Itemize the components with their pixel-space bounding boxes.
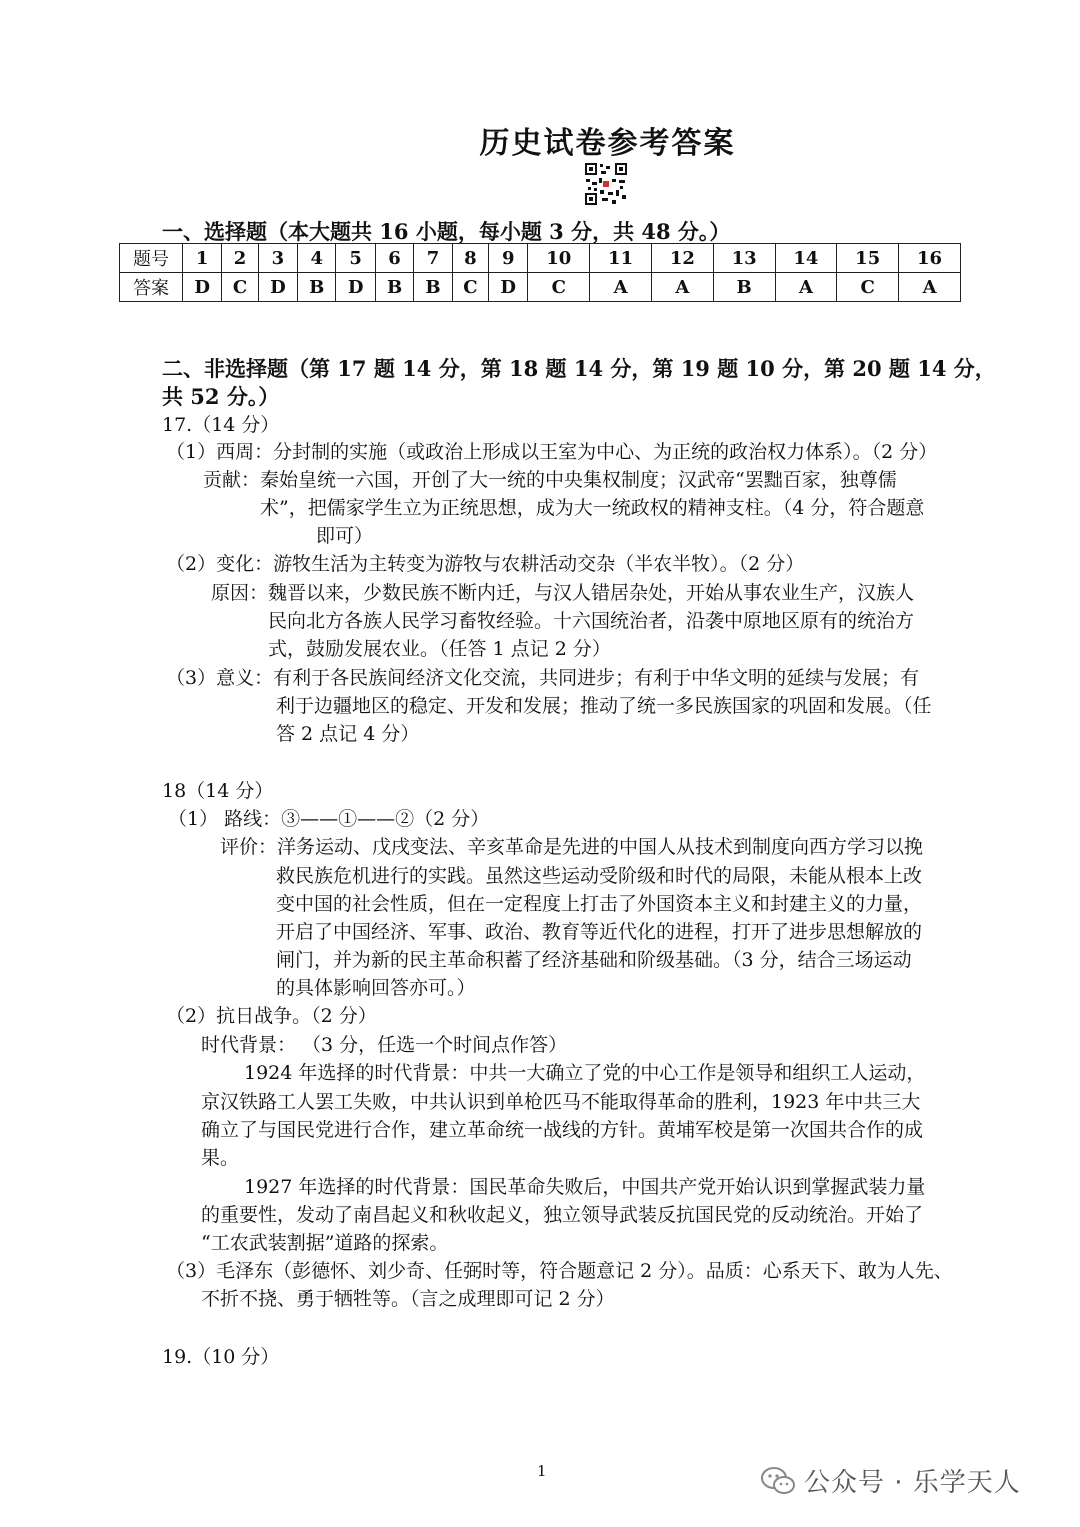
qr-code-icon <box>584 162 628 206</box>
text-line: 评价：洋务运动、戊戌变法、辛亥革命是先进的中国人从技术到制度向西方学习以挽 <box>220 836 924 858</box>
text-line: （2）变化：游牧生活为主转变为游牧与农耕活动交杂（半农半牧）。（2 分） <box>166 553 805 575</box>
text-line: 的具体影响回答亦可。） <box>276 977 476 999</box>
answer-cell: A <box>775 273 837 302</box>
text-line: 原因：魏晋以来，少数民族不断内迁，与汉人错居杂处，开始从事农业生产，汉族人 <box>211 582 915 604</box>
text-line: 1927 年选择的时代背景：国民革命失败后，中国共产党开始认识到掌握武装力量 <box>244 1176 926 1198</box>
answer-cell: D <box>258 273 297 302</box>
section2-heading-line2: 共 52 分。） <box>162 384 280 409</box>
text-line: （1） 路线：③——①——②（2 分） <box>168 808 490 830</box>
answer-cell: D <box>336 273 375 302</box>
page-number: 1 <box>537 1462 547 1480</box>
text-line: （3）意义：有利于各民族间经济文化交流，共同进步；有利于中华文明的延续与发展；有 <box>166 667 920 689</box>
text-line: 答 2 点记 4 分） <box>276 723 420 745</box>
section2-heading-line1: 二、非选择题（第 17 题 14 分，第 18 题 14 分，第 19 题 10 分，第 20 题 14 分， <box>162 356 996 381</box>
question-number-cell: 11 <box>590 244 652 273</box>
answer-table <box>119 243 961 302</box>
question-number-cell: 4 <box>298 244 336 273</box>
text-line: 闸门，并为新的民主革命积蓄了经济基础和阶级基础。（3 分，结合三场运动 <box>276 949 912 971</box>
answer-cell: A <box>590 273 652 302</box>
answer-cell: C <box>528 273 590 302</box>
question-18-header: 18（14 分） <box>162 780 274 802</box>
question-19-header: 19.（10 分） <box>162 1346 280 1368</box>
wechat-icon <box>760 1466 796 1496</box>
text-line: 变中国的社会性质，但在一定程度上打击了外国资本主义和封建主义的力量， <box>276 893 923 915</box>
answer-cell: B <box>414 273 452 302</box>
question-number-cell: 12 <box>651 244 713 273</box>
text-line: 救民族危机进行的实践。虽然这些运动受阶级和时代的局限，未能从根本上改 <box>276 865 923 887</box>
text-line: 时代背景： （3 分，任选一个时间点作答） <box>201 1034 568 1056</box>
question-number-cell: 10 <box>528 244 590 273</box>
text-line: （3）毛泽东（彭德怀、刘少奇、任弼时等，符合题意记 2 分）。品质：心系天下、敢为人先、 <box>166 1260 953 1282</box>
question-number-cell: 1 <box>183 244 222 273</box>
row-label-question: 题号 <box>120 244 183 273</box>
text-line: 果。 <box>201 1147 240 1169</box>
question-number-cell: 7 <box>414 244 452 273</box>
table-row-answers <box>120 273 961 302</box>
answer-cell: D <box>489 273 528 302</box>
question-number-cell: 9 <box>489 244 528 273</box>
text-line: （1）西周：分封制的实施（或政治上形成以王室为中心、为正统的政治权力体系）。（2 分） <box>166 441 938 463</box>
question-number-cell: 13 <box>713 244 775 273</box>
text-line: 1924 年选择的时代背景：中共一大确立了党的中心工作是领导和组织工人运动， <box>244 1062 926 1084</box>
answer-cell: B <box>298 273 336 302</box>
row-label-answer: 答案 <box>120 273 183 302</box>
answer-cell: C <box>222 273 258 302</box>
question-number-cell: 6 <box>375 244 413 273</box>
question-number-cell: 5 <box>336 244 375 273</box>
text-line: （2）抗日战争。（2 分） <box>166 1005 377 1027</box>
question-number-cell: 8 <box>452 244 488 273</box>
answer-cell: B <box>375 273 413 302</box>
text-line: 开启了中国经济、军事、政治、教育等近代化的进程，打开了进步思想解放的 <box>276 921 923 943</box>
question-number-cell: 2 <box>222 244 258 273</box>
question-number-cell: 14 <box>775 244 837 273</box>
text-line: 确立了与国民党进行合作，建立革命统一战线的方针。黄埔军校是第一次国共合作的成 <box>201 1119 924 1141</box>
question-17-header: 17.（14 分） <box>162 414 280 436</box>
text-line: 京汉铁路工人罢工失败，中共认识到单枪匹马不能取得革命的胜利，1923 年中共三大 <box>201 1091 921 1113</box>
text-line: 民向北方各族人民学习畜牧经验。十六国统治者，沿袭中原地区原有的统治方 <box>268 610 915 632</box>
answer-cell: D <box>183 273 222 302</box>
answer-cell: C <box>452 273 488 302</box>
watermark-text: 公众号 · 乐学天人 <box>804 1468 1021 1498</box>
answer-cell: B <box>713 273 775 302</box>
text-line: 利于边疆地区的稳定、开发和发展；推动了统一多民族国家的巩固和发展。（任 <box>276 695 932 717</box>
table-row-numbers <box>120 244 961 273</box>
answer-cell: A <box>899 273 961 302</box>
question-number-cell: 3 <box>258 244 297 273</box>
page-title: 历史试卷参考答案 <box>479 126 736 161</box>
text-line: 术”，把儒家学生立为正统思想，成为大一统政权的精神支柱。（4 分，符合题意 <box>260 497 925 519</box>
section1-heading: 一、选择题（本大题共 16 小题，每小题 3 分，共 48 分。） <box>162 219 731 244</box>
question-number-cell: 16 <box>899 244 961 273</box>
text-line: 贡献：秦始皇统一六国，开创了大一统的中央集权制度；汉武帝“罢黜百家，独尊儒 <box>203 469 897 491</box>
text-line: 的重要性，发动了南昌起义和秋收起义，独立领导武装反抗国民党的反动统治。开始了 <box>201 1204 924 1226</box>
text-line: “工农武装割据”道路的探索。 <box>201 1232 449 1254</box>
text-line: 不折不挠、勇于牺牲等。（言之成理即可记 2 分） <box>201 1288 615 1310</box>
text-line: 式，鼓励发展农业。（任答 1 点记 2 分） <box>268 638 611 660</box>
question-number-cell: 15 <box>837 244 899 273</box>
text-line: 即可） <box>316 525 374 547</box>
answer-cell: C <box>837 273 899 302</box>
answer-cell: A <box>651 273 713 302</box>
